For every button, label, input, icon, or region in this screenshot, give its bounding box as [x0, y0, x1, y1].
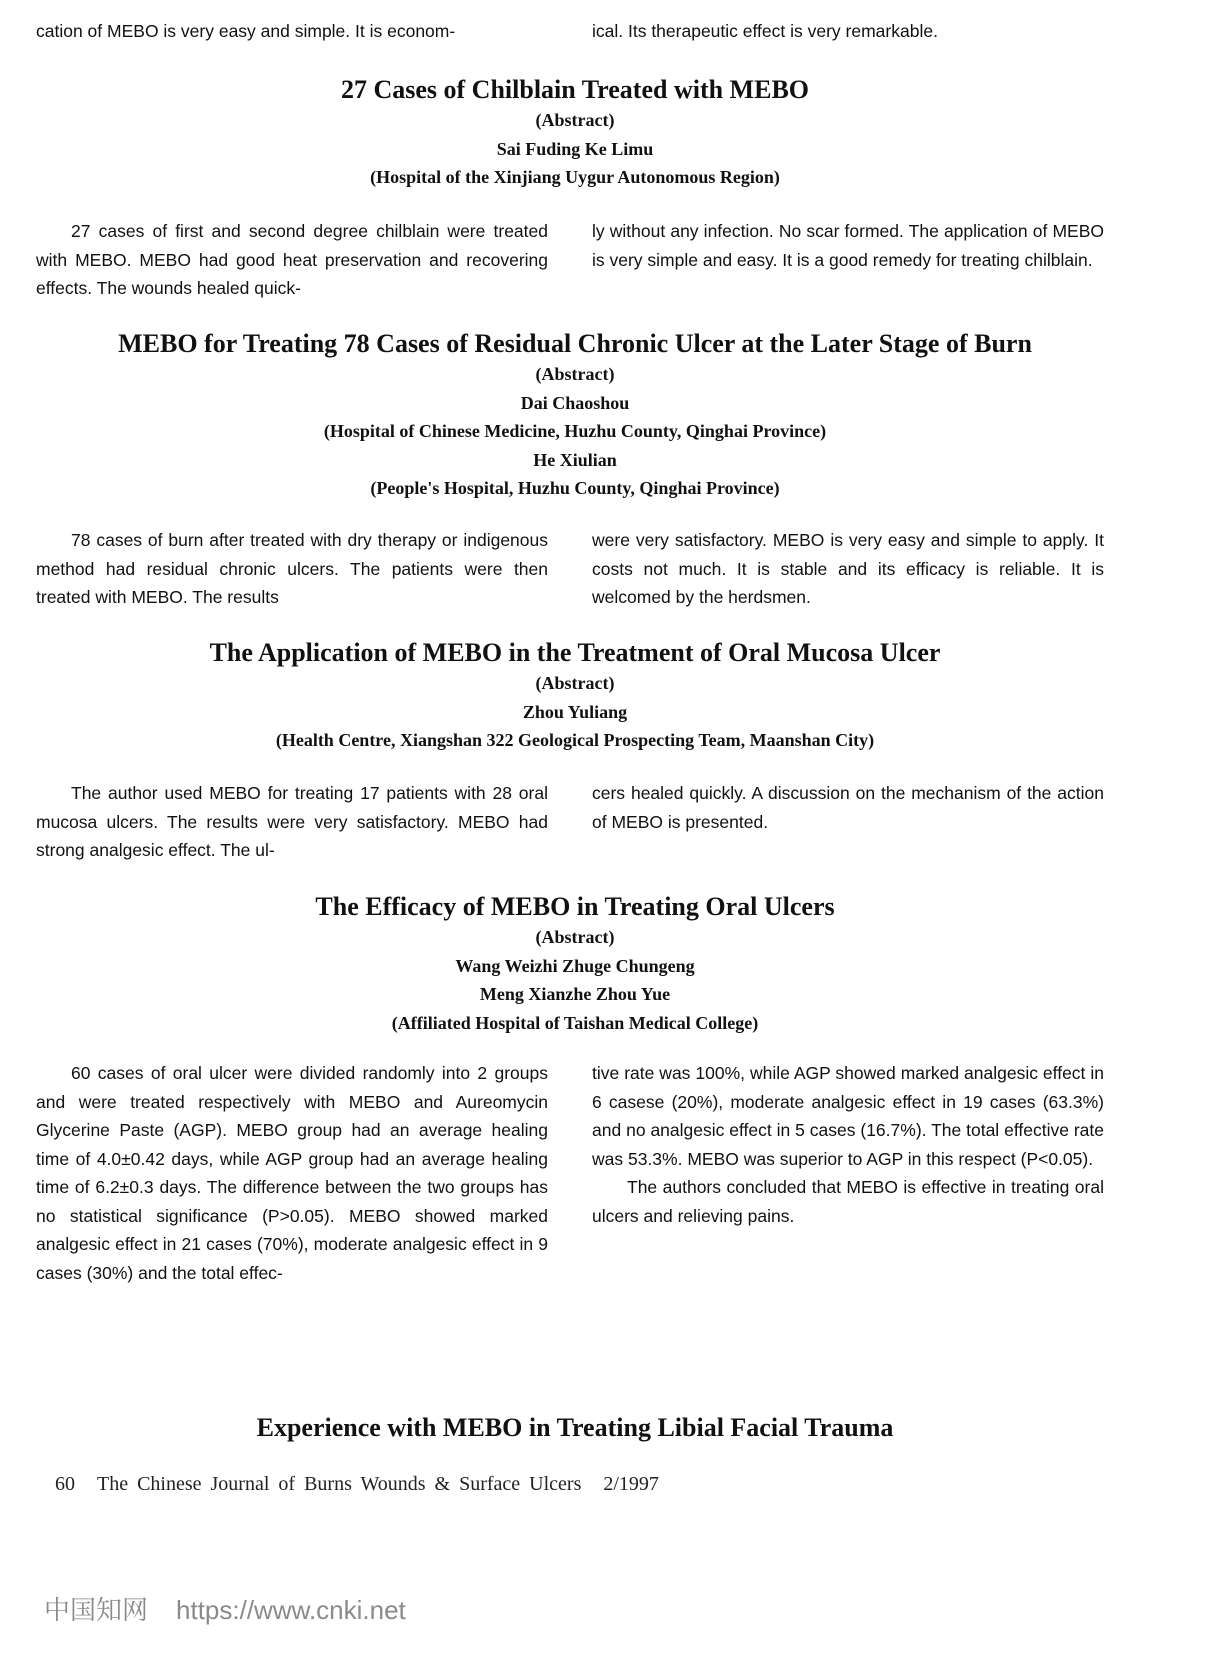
- article-1-heading: [0, 74, 1150, 192]
- article-2-left-text: 78 cases of burn after treated with dry therapy or indigenous method had residual chronic ulcers. The patients were then treated with MEBO. The results: [36, 530, 548, 607]
- article-1-left-text: 27 cases of first and second degree chilblain were treated with MEBO. MEBO had good heat preservation and recovering effects. The wounds healed quick-: [36, 221, 548, 298]
- article-3-author: Zhou Yuliang: [522, 701, 628, 722]
- journal-name: The Chinese Journal of Burns Wounds & Surface Ulcers: [97, 1473, 582, 1495]
- article-3-right-text: cers healed quickly. A discussion on the mechanism of the action of MEBO is presented.: [592, 783, 1104, 832]
- article-2-abstract-label: (Abstract): [535, 364, 615, 384]
- article-3-heading: [0, 637, 1150, 755]
- article-2-affiliation-2: (People's Hospital, Huzhu County, Qinghai Province): [370, 478, 780, 498]
- article-1-author: Sai Fuding Ke Limu: [496, 138, 654, 159]
- page-number: 60: [55, 1473, 75, 1495]
- page-footer: [55, 1473, 681, 1496]
- article-2-title: MEBO for Treating 78 Cases of Residual Chronic Ulcer at the Later Stage of Burn: [118, 329, 1032, 358]
- top-right-text: ical. Its therapeutic effect is very remarkable.: [592, 21, 938, 41]
- journal-issue: 2/1997: [603, 1473, 659, 1495]
- article-2-right-text: were very satisfactory. MEBO is very easy and simple to apply. It costs not much. It is stable and its efficacy is reliable. It is welcomed by the herdsmen.: [592, 530, 1104, 607]
- article-5-title: Experience with MEBO in Treating Libial Facial Trauma: [256, 1413, 894, 1442]
- article-4-body: [36, 1059, 1104, 1287]
- article-2-heading: [0, 328, 1150, 503]
- article-4-author-1: Wang Weizhi Zhuge Chungeng: [455, 955, 695, 976]
- article-2-affiliation-1: (Hospital of Chinese Medicine, Huzhu County, Qinghai Province): [323, 421, 827, 441]
- article-4-right-text-1: tive rate was 100%, while AGP showed marked analgesic effect in 6 casese (20%), moderate analgesic effect in 19 cases (63.3%) and no analgesic effect in 5 cases (16.7%). The total effective rate was 53.3%. MEBO was superior to AGP in this respect (P<0.05).: [592, 1063, 1104, 1169]
- article-3-title: The Application of MEBO in the Treatment of Oral Mucosa Ulcer: [209, 638, 941, 667]
- cnki-url[interactable]: https://www.cnki.net: [176, 1595, 406, 1625]
- article-4-author-2: Meng Xianzhe Zhou Yue: [479, 984, 671, 1004]
- article-1-affiliation: (Hospital of the Xinjiang Uygur Autonomous Region): [370, 167, 780, 187]
- article-4-title: The Efficacy of MEBO in Treating Oral Ulcers: [315, 892, 835, 921]
- article-3-body: [36, 779, 1104, 865]
- article-3-abstract-label: (Abstract): [535, 673, 615, 693]
- article-3-left-text: The author used MEBO for treating 17 patients with 28 oral mucosa ulcers. The results were very satisfactory. MEBO had strong analgesic effect. The ul-: [36, 783, 548, 860]
- article-4-left-text: 60 cases of oral ulcer were divided randomly into 2 groups and were treated respectively with MEBO and Aureomycin Glycerine Paste (AGP). MEBO group had an average healing time of 4.0±0.42 days, while AGP group had an average healing time of 6.2±0.3 days. The difference between the two groups has no statistical significance (P>0.05). MEBO showed marked analgesic effect in 21 cases (70%), moderate analgesic effect in 9 cases (30%) and the total effec-: [36, 1063, 548, 1283]
- article-4-heading: [0, 891, 1150, 1037]
- article-4-abstract-label: (Abstract): [535, 927, 615, 947]
- cnki-logo-text: 中国知网: [44, 1595, 149, 1625]
- article-1-abstract-label: (Abstract): [535, 110, 615, 130]
- top-left-text: cation of MEBO is very easy and simple. It is econom-: [36, 21, 456, 41]
- article-4-affiliation: (Affiliated Hospital of Taishan Medical College): [391, 1012, 759, 1033]
- article-2-body: [36, 526, 1104, 612]
- article-1-title: 27 Cases of Chilblain Treated with MEBO: [340, 75, 810, 104]
- top-continuation: [36, 17, 1104, 46]
- article-1-body: [36, 217, 1104, 303]
- article-3-affiliation: (Health Centre, Xiangshan 322 Geological Prospecting Team, Maanshan City): [275, 730, 875, 750]
- article-2-author-2: He Xiulian: [533, 449, 617, 470]
- article-1-right-text: ly without any infection. No scar formed. The application of MEBO is very simple and easy. It is a good remedy for treating chilblain.: [592, 221, 1104, 270]
- article-4-right-text-2: The authors concluded that MEBO is effective in treating oral ulcers and relieving pains.: [592, 1177, 1104, 1226]
- cnki-watermark: [44, 1590, 434, 1627]
- article-2-author-1: Dai Chaoshou: [520, 392, 630, 413]
- article-5-heading: [0, 1412, 1150, 1444]
